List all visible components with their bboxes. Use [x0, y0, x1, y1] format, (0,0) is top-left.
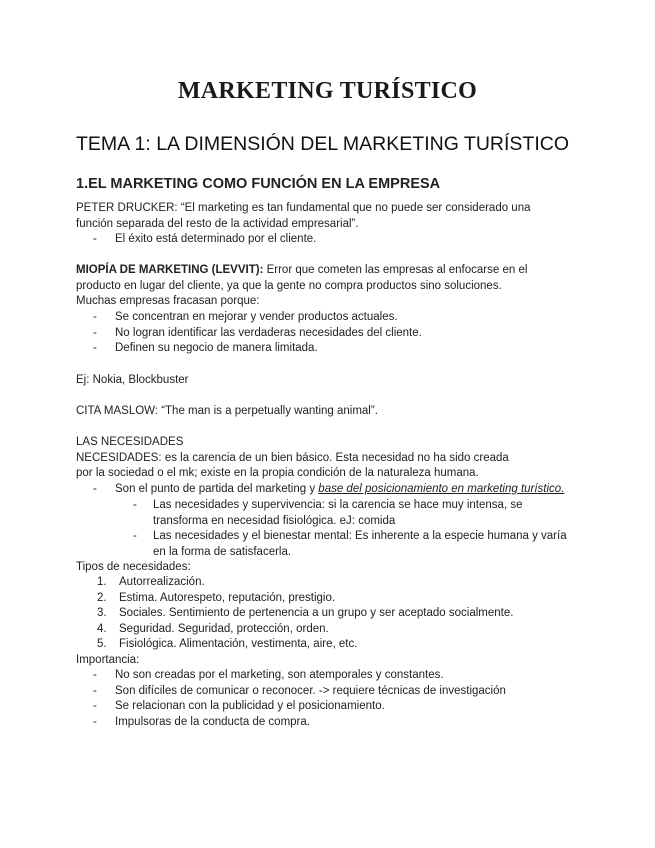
- list-item: [93, 684, 613, 700]
- bullet-text: Las necesidades y supervivencia: si la carencia se hace muy intensa, se: [153, 499, 523, 511]
- dash-bullet: -: [93, 483, 97, 495]
- list-item: [97, 575, 617, 591]
- bullet-text: No logran identificar las verdaderas necesidades del cliente.: [115, 326, 422, 339]
- list-item: [133, 498, 573, 514]
- item-text: Fisiológica. Alimentación, vestimenta, aire, etc.: [119, 638, 358, 650]
- example-line: Ej: Nokia, Blockbuster: [76, 374, 189, 386]
- tipos-heading: Tipos de necesidades:: [76, 561, 191, 573]
- miopia-line-3: Muchas empresas fracasan porque:: [76, 295, 260, 307]
- list-item: [93, 310, 613, 326]
- list-item: [93, 326, 613, 342]
- list-item: [97, 606, 617, 622]
- miopia-bullet-list: [93, 310, 613, 357]
- list-number: 4.: [97, 622, 107, 635]
- item-text: Seguridad. Seguridad, protección, orden.: [119, 622, 329, 635]
- necesidades-bullet: [93, 482, 613, 498]
- bullet-text: Se concentran en mejorar y vender productos actuales.: [115, 311, 398, 323]
- item-text: Sociales. Sentimiento de pertenencia a un grupo y ser aceptado socialmente.: [119, 607, 514, 619]
- dash-bullet: -: [93, 311, 97, 323]
- document-title: MARKETING TURÍSTICO: [177, 78, 478, 104]
- dash-bullet: -: [93, 715, 97, 728]
- dash-bullet: -: [93, 233, 97, 245]
- drucker-line-1: PETER DRUCKER: “El marketing es tan fundamental que no puede ser considerado una: [76, 202, 531, 214]
- drucker-bullet: [93, 232, 613, 248]
- dash-bullet: -: [133, 499, 137, 511]
- section-heading: 1.EL MARKETING COMO FUNCIÓN EN LA EMPRESA: [76, 176, 441, 192]
- bullet-text: Se relacionan con la publicidad y el posicionamiento.: [115, 700, 385, 712]
- posicionamiento-link[interactable]: base del posicionamiento en marketing turístico.: [318, 483, 565, 495]
- list-item: [93, 715, 613, 731]
- drucker-paragraph: [76, 201, 596, 232]
- bullet-text: Impulsoras de la conducta de compra.: [115, 715, 310, 728]
- dash-bullet: -: [93, 326, 97, 339]
- necesidades-sub-list: [133, 498, 573, 560]
- bullet-text: Definen su negocio de manera limitada.: [115, 342, 318, 354]
- miopia-line-2: producto en lugar del cliente, ya que la gente no compra productos sino soluciones.: [76, 279, 502, 292]
- dash-bullet: -: [133, 530, 137, 542]
- bullet-text: No son creadas por el marketing, son atemporales y constantes.: [115, 669, 444, 681]
- miopia-label: MIOPÍA DE MARKETING (LEVVIT):: [76, 264, 264, 276]
- sub-item-continuation: en la forma de satisfacerla.: [153, 545, 292, 558]
- list-item: [133, 529, 573, 545]
- importancia-bullet-list: [93, 668, 613, 730]
- dash-bullet: -: [93, 669, 97, 681]
- miopia-line-1-rest: Error que cometen las empresas al enfocarse en el: [263, 264, 528, 276]
- list-number: 5.: [97, 638, 107, 650]
- list-item: [97, 591, 617, 607]
- list-item: [93, 341, 613, 357]
- list-item: [93, 668, 613, 684]
- list-item: [97, 622, 617, 638]
- list-number: 3.: [97, 607, 107, 619]
- dash-bullet: -: [93, 684, 97, 697]
- list-number: 1.: [97, 576, 107, 588]
- miopia-paragraph: [76, 263, 596, 310]
- bullet-prefix: Son el punto de partida del marketing y: [115, 483, 319, 495]
- bullet-text: El éxito está determinado por el cliente.: [115, 233, 317, 245]
- tema-heading: TEMA 1: LA DIMENSIÓN DEL MARKETING TURÍSTICO: [76, 133, 570, 155]
- necesidades-line-1: NECESIDADES: es la carencia de un bien básico. Esta necesidad no ha sido creada: [76, 451, 509, 464]
- bullet-text: Son difíciles de comunicar o reconocer. -> requiere técnicas de investigación: [115, 684, 506, 697]
- dash-bullet: -: [93, 342, 97, 354]
- miopia-line-1: [76, 263, 596, 279]
- drucker-line-2: función separada del resto de la actividad empresarial”.: [76, 217, 359, 230]
- necesidades-paragraph: [76, 435, 596, 482]
- item-text: Autorrealización.: [119, 576, 205, 588]
- list-item: [93, 699, 613, 715]
- necesidades-heading: LAS NECESIDADES: [76, 436, 184, 448]
- list-item: [97, 637, 617, 653]
- bullet-text: Las necesidades y el bienestar mental: Es inherente a la especie humana y varía: [153, 530, 567, 542]
- necesidades-line-2: por la sociedad o el mk; existe en la propia condición de la naturaleza humana.: [76, 467, 479, 479]
- item-text: Estima. Autorespeto, reputación, prestigio.: [119, 591, 336, 604]
- dash-bullet: -: [93, 700, 97, 712]
- tipos-numbered-list: [97, 575, 617, 653]
- importancia-heading: Importancia:: [76, 654, 140, 666]
- sub-item-continuation: transforma en necesidad fisiológica. eJ: comida: [153, 514, 396, 527]
- maslow-quote: CITA MASLOW: “The man is a perpetually wanting animal”.: [76, 405, 378, 417]
- list-number: 2.: [97, 591, 107, 604]
